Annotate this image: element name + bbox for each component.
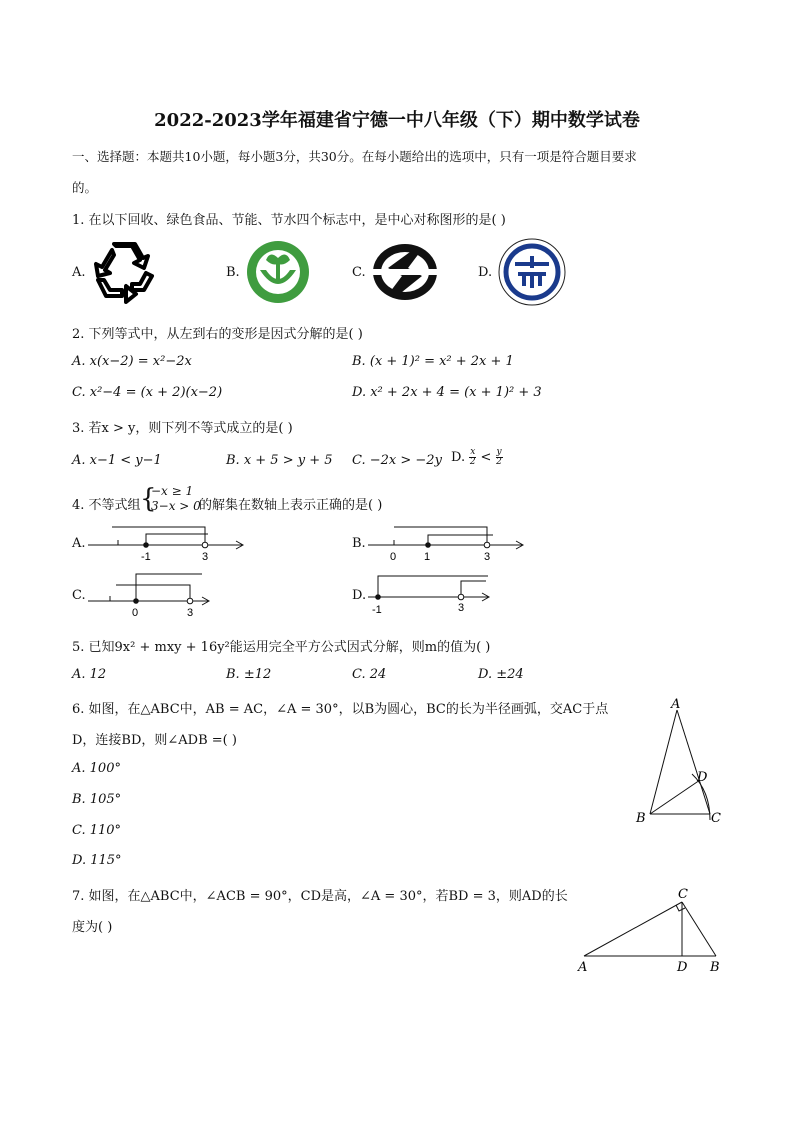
q6-option-c: C. 110° <box>72 823 122 838</box>
fraction-denominator: 2 <box>469 457 476 467</box>
tick-label-0: 0 <box>132 607 139 619</box>
question-1-stem: 1. 在以下回收、绿色食品、节能、节水四个标志中，是中心对称图形的是( ) <box>72 213 506 228</box>
question-6-stem-line2: D，连接BD，则∠ADB =( ) <box>72 733 237 748</box>
q4-system-line-2: 3−x > 0 <box>151 499 201 513</box>
energy-saving-logo-icon <box>372 242 438 302</box>
q6-option-d: D. 115° <box>72 853 122 868</box>
question-2-stem: 2. 下列等式中，从左到右的变形是因式分解的是( ) <box>72 327 363 342</box>
system-brace: { <box>140 484 157 514</box>
page-title: 2022-2023学年福建省宁德一中八年级（下）期中数学试卷 <box>154 110 640 131</box>
question-7-stem-line1: 7. 如图，在△ABC中，∠ACB = 90°，CD是高，∠A = 30°，若BD = 3，则AD的长 <box>72 889 568 904</box>
number-line-a <box>88 522 248 562</box>
number-line-b <box>368 522 528 562</box>
q1-option-d-label: D. <box>478 265 493 280</box>
question-6-stem-line1: 6. 如图，在△ABC中，AB = AC，∠A = 30°，以B为圆心，BC的长为半径画弧，交AC于点 <box>72 702 609 717</box>
number-line-d <box>368 571 498 619</box>
question-5-stem: 5. 已知9x² + mxy + 16y²能运用完全平方公式因式分解，则m的值为( ) <box>72 640 491 655</box>
q3-option-d-fraction-y <box>496 448 503 467</box>
question-7-stem-line2: 度为( ) <box>72 920 113 935</box>
q4-option-a-label: A. <box>72 536 86 551</box>
q5-option-d: D. ±24 <box>478 667 524 682</box>
q4-system-line-1: −x ≥ 1 <box>151 484 194 498</box>
q3-option-d-label: D. <box>451 450 466 465</box>
section-instructions-line1: 一、选择题：本题共10小题，每小题3分，共30分。在每小题给出的选项中，只有一项是符合题目要求 <box>72 149 637 164</box>
q2-option-c: C. x²−4 = (x + 2)(x−2) <box>72 385 223 400</box>
question-3-stem: 3. 若x > y，则下列不等式成立的是( ) <box>72 421 293 436</box>
vertex-label-b: B <box>710 960 720 975</box>
q5-option-c: C. 24 <box>352 667 387 682</box>
q5-option-a: A. 12 <box>72 667 107 682</box>
q3-option-d-relation: < <box>480 450 492 465</box>
vertex-label-a: A <box>578 960 588 975</box>
tick-label-1: 1 <box>424 551 431 563</box>
q3-option-b: B. x + 5 > y + 5 <box>226 453 333 468</box>
q1-option-a-label: A. <box>72 265 86 280</box>
question-4-stem-suffix: 的解集在数轴上表示正确的是( ) <box>199 498 383 513</box>
q4-option-c-label: C. <box>72 588 86 603</box>
recycle-symbol-icon <box>92 240 158 304</box>
tick-label-3: 3 <box>202 551 209 563</box>
q6-triangle-figure <box>630 696 730 832</box>
q3-option-c: C. −2x > −2y <box>352 453 442 468</box>
foot-label-d: D <box>677 960 688 975</box>
q4-option-b-label: B. <box>352 536 366 551</box>
vertex-label-d: D <box>697 770 708 785</box>
fraction-denominator: 2 <box>496 457 502 467</box>
tick-label-0: 0 <box>390 551 397 563</box>
number-line-c <box>88 571 218 619</box>
water-saving-logo-icon <box>498 238 566 306</box>
tick-label-minus-1: -1 <box>372 604 382 616</box>
vertex-label-c: C <box>711 811 721 826</box>
tick-label-3: 3 <box>458 602 465 614</box>
q6-option-a: A. 100° <box>72 761 121 776</box>
tick-label-3: 3 <box>484 551 491 563</box>
q3-option-d <box>451 448 503 467</box>
tick-label-3: 3 <box>187 607 194 619</box>
fraction-numerator: x <box>470 447 476 457</box>
question-4-stem-prefix: 4. 不等式组 <box>72 498 141 513</box>
q1-option-b-label: B. <box>226 265 240 280</box>
q2-option-a: A. x(x−2) = x²−2x <box>72 354 192 369</box>
q2-option-b: B. (x + 1)² = x² + 2x + 1 <box>352 354 514 369</box>
q3-option-d-fraction-x <box>469 448 476 467</box>
q6-option-b: B. 105° <box>72 792 122 807</box>
green-food-logo-icon <box>246 240 310 304</box>
vertex-label-b: B <box>636 811 646 826</box>
vertex-label-a: A <box>671 697 681 712</box>
q2-option-d: D. x² + 2x + 4 = (x + 1)² + 3 <box>352 385 542 400</box>
section-instructions-line2: 的。 <box>72 180 98 195</box>
q3-option-a: A. x−1 < y−1 <box>72 453 162 468</box>
vertex-label-c: C <box>678 887 688 902</box>
q4-option-d-label: D. <box>352 588 367 603</box>
tick-label-minus-1: -1 <box>141 551 151 563</box>
q5-option-b: B. ±12 <box>226 667 272 682</box>
q1-option-c-label: C. <box>352 265 366 280</box>
fraction-numerator: y <box>496 447 502 457</box>
q7-triangle-figure <box>574 882 730 982</box>
